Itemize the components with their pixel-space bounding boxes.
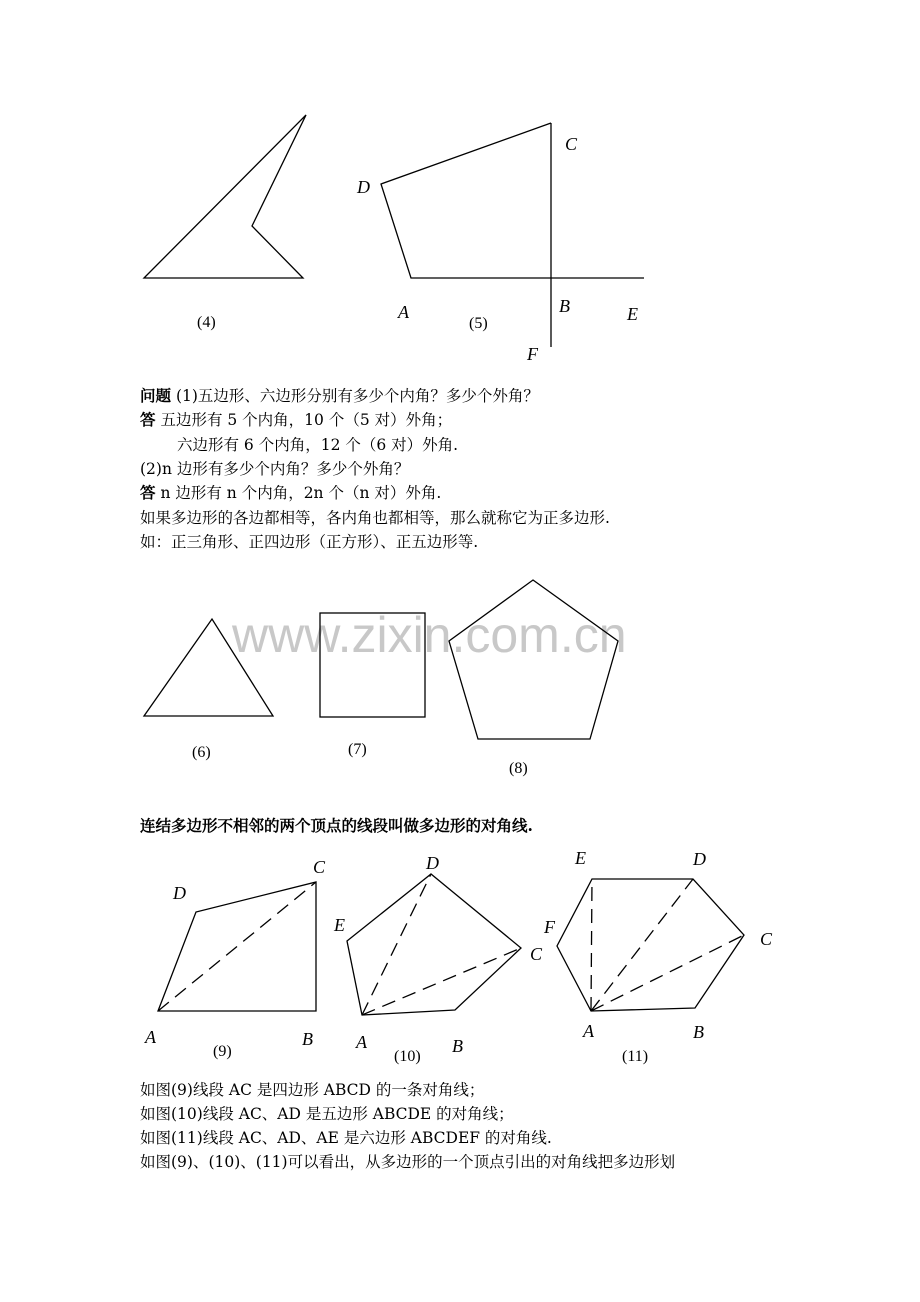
fig5-vertex-c: C [565,134,578,154]
fig11-vertex-c: C [760,929,773,949]
fig9-vertex-a: A [145,1027,156,1047]
figure-5-label: (5) [469,315,488,332]
fig9-vertex-c: C [313,857,326,877]
question-1-line [140,386,539,406]
figure-10-pentagon [347,874,521,1015]
fig11-vertex-d: D [693,849,706,869]
question-prefix: 问题 [140,386,172,405]
conclusion-text: 如图(9)、(10)、(11)可以看出，从多边形的一个顶点引出的对角线把多边形划 [140,1153,676,1171]
fig9-vertex-d: D [173,883,186,903]
diagonal-definition: 连结多边形不相邻的两个顶点的线段叫做多边形的对角线. [140,816,533,835]
answer-prefix: 答 [140,410,156,429]
answer-1-line [140,410,452,430]
answer-2-line [140,483,441,503]
question-1-text: (1)五边形、六边形分别有多少个内角？多少个外角？ [175,387,539,405]
fig5-vertex-d: D [357,177,370,197]
figure-9-label: (9) [213,1043,232,1060]
answer-2-text: n 边形有 n 个内角，2n 个（n 对）外角. [160,484,442,502]
fig11-vertex-b: B [693,1022,704,1042]
figure-6-label: (6) [192,744,211,761]
question-2-line: (2)n 边形有多少个内角？多少个外角？ [140,460,410,478]
regular-polygon-definition: 如果多边形的各边都相等，各内角也都相等，那么就称它为正多边形. [140,509,610,527]
fig10-vertex-e: E [334,915,345,935]
figure-5-exterior-angles [381,123,644,347]
figure-10-note: 如图(10)线段 AC、AD 是五边形 ABCDE 的对角线； [140,1105,514,1123]
fig10-vertex-a: A [356,1032,367,1052]
fig5-vertex-b: B [559,296,570,316]
fig11-vertex-f: F [544,917,555,937]
figure-4-label: (4) [197,314,216,331]
watermark: www.zixin.com.cn [232,607,627,663]
answer-1-text: 五边形有 5 个内角，10 个（5 对）外角； [160,411,453,429]
figure-9-note: 如图(9)线段 AC 是四边形 ABCD 的一条对角线； [140,1081,485,1099]
fig10-vertex-d: D [426,853,439,873]
figure-8-label: (8) [509,760,528,777]
fig10-vertex-c: C [530,944,543,964]
fig5-vertex-e: E [627,304,638,324]
answer-1-line-2: 六边形有 6 个内角，12 个（6 对）外角. [177,436,459,454]
answer-2-prefix: 答 [140,483,156,502]
fig9-vertex-b: B [302,1029,313,1049]
figure-11-hexagon [557,879,744,1011]
fig10-vertex-b: B [452,1036,463,1056]
fig11-vertex-e: E [575,848,586,868]
fig11-vertex-a: A [583,1021,594,1041]
figure-11-note: 如图(11)线段 AC、AD、AE 是六边形 ABCDEF 的对角线. [140,1129,552,1147]
figure-7-label: (7) [348,741,367,758]
figure-11-label: (11) [622,1048,649,1065]
figure-4-concave-quadrilateral [144,115,306,278]
regular-polygon-examples: 如：正三角形、正四边形（正方形）、正五边形等. [140,533,479,551]
fig5-vertex-f: F [527,344,538,364]
fig5-vertex-a: A [398,302,409,322]
figure-10-label: (10) [394,1048,421,1065]
